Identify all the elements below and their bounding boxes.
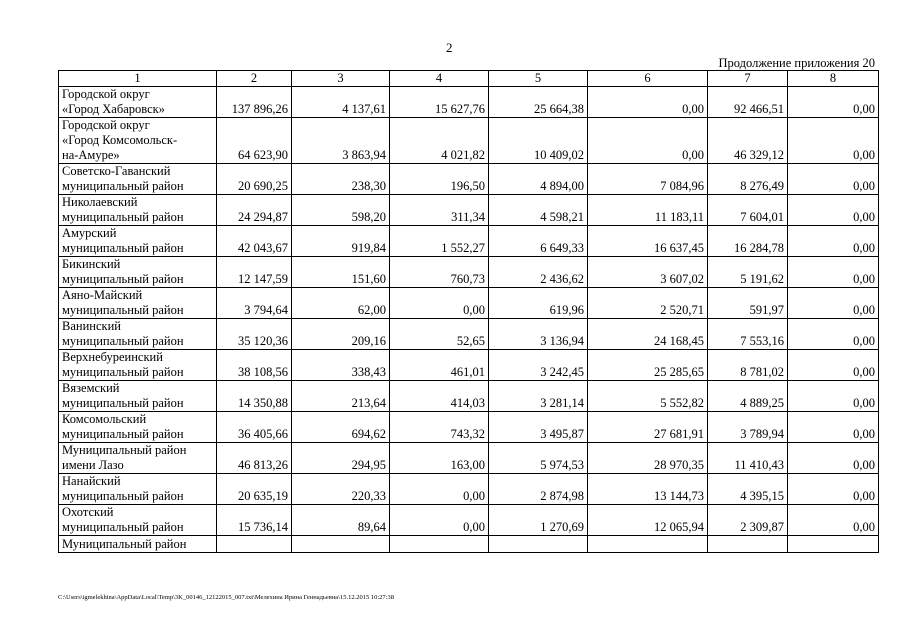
cell-value-col3: 209,16 (292, 319, 390, 350)
cell-value-col4: 760,73 (390, 257, 489, 288)
cell-value-col5: 619,96 (489, 288, 588, 319)
cell-value-col4: 414,03 (390, 381, 489, 412)
cell-value-col2 (217, 536, 292, 553)
cell-municipality: Ванинский муниципальный район (59, 319, 217, 350)
cell-value-col3: 151,60 (292, 257, 390, 288)
table-row (59, 443, 879, 474)
cell-value-col8: 0,00 (788, 350, 879, 381)
table-row (59, 226, 879, 257)
cell-value-col7: 3 789,94 (708, 412, 788, 443)
cell-value-col6: 2 520,71 (588, 288, 708, 319)
cell-value-col5: 4 894,00 (489, 164, 588, 195)
cell-value-col2: 46 813,26 (217, 443, 292, 474)
cell-value-col6: 7 084,96 (588, 164, 708, 195)
cell-value-col4 (390, 536, 489, 553)
cell-value-col2: 64 623,90 (217, 118, 292, 164)
cell-value-col5: 4 598,21 (489, 195, 588, 226)
cell-value-col4: 1 552,27 (390, 226, 489, 257)
cell-value-col3: 213,64 (292, 381, 390, 412)
cell-municipality: Городской округ «Город Комсомольск- на-Амуре» (59, 118, 217, 164)
cell-value-col3: 338,43 (292, 350, 390, 381)
cell-value-col6: 28 970,35 (588, 443, 708, 474)
table-row (59, 195, 879, 226)
cell-value-col2: 36 405,66 (217, 412, 292, 443)
continuation-note: Продолжение приложения 20 (718, 56, 875, 70)
cell-value-col5: 1 270,69 (489, 505, 588, 536)
cell-value-col4: 743,32 (390, 412, 489, 443)
cell-value-col2: 3 794,64 (217, 288, 292, 319)
cell-value-col8: 0,00 (788, 474, 879, 505)
cell-value-col8: 0,00 (788, 195, 879, 226)
cell-value-col8: 0,00 (788, 226, 879, 257)
cell-value-col5: 3 242,45 (489, 350, 588, 381)
cell-value-col3 (292, 536, 390, 553)
cell-value-col2: 12 147,59 (217, 257, 292, 288)
cell-value-col7: 92 466,51 (708, 87, 788, 118)
cell-value-col7: 591,97 (708, 288, 788, 319)
cell-municipality: Вяземский муниципальный район (59, 381, 217, 412)
table-row (59, 288, 879, 319)
cell-value-col4: 15 627,76 (390, 87, 489, 118)
cell-value-col6: 27 681,91 (588, 412, 708, 443)
cell-municipality: Николаевский муниципальный район (59, 195, 217, 226)
cell-value-col4: 0,00 (390, 288, 489, 319)
cell-value-col5: 6 649,33 (489, 226, 588, 257)
cell-value-col7: 8 781,02 (708, 350, 788, 381)
page-number: 2 (446, 40, 453, 55)
cell-value-col7: 7 604,01 (708, 195, 788, 226)
cell-value-col5: 3 495,87 (489, 412, 588, 443)
cell-value-col7: 8 276,49 (708, 164, 788, 195)
cell-value-col4: 311,34 (390, 195, 489, 226)
cell-value-col6: 25 285,65 (588, 350, 708, 381)
cell-value-col2: 24 294,87 (217, 195, 292, 226)
table-row (59, 87, 879, 118)
cell-value-col5: 3 136,94 (489, 319, 588, 350)
table-row (59, 350, 879, 381)
cell-value-col6: 24 168,45 (588, 319, 708, 350)
cell-value-col4: 0,00 (390, 474, 489, 505)
cell-value-col7 (708, 536, 788, 553)
table-row (59, 412, 879, 443)
cell-municipality: Бикинский муниципальный район (59, 257, 217, 288)
cell-value-col7: 2 309,87 (708, 505, 788, 536)
cell-value-col6: 0,00 (588, 118, 708, 164)
cell-value-col8: 0,00 (788, 257, 879, 288)
cell-value-col5: 3 281,14 (489, 381, 588, 412)
cell-value-col6: 11 183,11 (588, 195, 708, 226)
cell-value-col8 (788, 536, 879, 553)
cell-municipality: Муниципальный район имени Лазо (59, 443, 217, 474)
cell-value-col3: 919,84 (292, 226, 390, 257)
cell-value-col6 (588, 536, 708, 553)
cell-value-col7: 16 284,78 (708, 226, 788, 257)
cell-value-col2: 15 736,14 (217, 505, 292, 536)
cell-value-col5: 2 436,62 (489, 257, 588, 288)
cell-value-col2: 42 043,67 (217, 226, 292, 257)
column-header-5: 5 (489, 71, 588, 87)
cell-value-col4: 163,00 (390, 443, 489, 474)
cell-value-col3: 294,95 (292, 443, 390, 474)
cell-value-col7: 11 410,43 (708, 443, 788, 474)
table-row (59, 474, 879, 505)
cell-value-col2: 20 635,19 (217, 474, 292, 505)
cell-value-col8: 0,00 (788, 164, 879, 195)
cell-value-col3: 62,00 (292, 288, 390, 319)
column-header-7: 7 (708, 71, 788, 87)
cell-value-col3: 4 137,61 (292, 87, 390, 118)
column-header-6: 6 (588, 71, 708, 87)
cell-value-col6: 3 607,02 (588, 257, 708, 288)
cell-value-col5: 25 664,38 (489, 87, 588, 118)
cell-value-col2: 20 690,25 (217, 164, 292, 195)
cell-value-col3: 220,33 (292, 474, 390, 505)
table-row (59, 536, 879, 553)
cell-value-col7: 4 395,15 (708, 474, 788, 505)
cell-value-col8: 0,00 (788, 319, 879, 350)
column-header-3: 3 (292, 71, 390, 87)
cell-value-col3: 238,30 (292, 164, 390, 195)
cell-municipality: Муниципальный район (59, 536, 217, 553)
cell-value-col8: 0,00 (788, 87, 879, 118)
cell-municipality: Нанайский муниципальный район (59, 474, 217, 505)
table-row (59, 381, 879, 412)
cell-value-col2: 14 350,88 (217, 381, 292, 412)
cell-value-col3: 89,64 (292, 505, 390, 536)
cell-value-col2: 35 120,36 (217, 319, 292, 350)
cell-value-col7: 5 191,62 (708, 257, 788, 288)
cell-value-col6: 12 065,94 (588, 505, 708, 536)
cell-value-col7: 4 889,25 (708, 381, 788, 412)
cell-value-col6: 16 637,45 (588, 226, 708, 257)
table-row (59, 257, 879, 288)
cell-value-col5: 2 874,98 (489, 474, 588, 505)
data-table (58, 70, 879, 553)
cell-municipality: Аяно-Майский муниципальный район (59, 288, 217, 319)
cell-value-col8: 0,00 (788, 505, 879, 536)
cell-municipality: Городской округ «Город Хабаровск» (59, 87, 217, 118)
cell-value-col6: 0,00 (588, 87, 708, 118)
cell-value-col8: 0,00 (788, 288, 879, 319)
cell-municipality: Комсомольский муниципальный район (59, 412, 217, 443)
header-row (59, 71, 879, 87)
cell-value-col6: 13 144,73 (588, 474, 708, 505)
cell-value-col7: 7 553,16 (708, 319, 788, 350)
cell-value-col2: 137 896,26 (217, 87, 292, 118)
column-header-8: 8 (788, 71, 879, 87)
cell-value-col8: 0,00 (788, 443, 879, 474)
cell-value-col4: 0,00 (390, 505, 489, 536)
column-header-2: 2 (217, 71, 292, 87)
cell-municipality: Советско-Гаванский муниципальный район (59, 164, 217, 195)
cell-municipality: Амурский муниципальный район (59, 226, 217, 257)
cell-value-col8: 0,00 (788, 412, 879, 443)
cell-value-col4: 461,01 (390, 350, 489, 381)
cell-value-col3: 694,62 (292, 412, 390, 443)
table-row (59, 319, 879, 350)
column-header-1: 1 (59, 71, 217, 87)
cell-value-col7: 46 329,12 (708, 118, 788, 164)
cell-value-col3: 598,20 (292, 195, 390, 226)
cell-value-col5: 5 974,53 (489, 443, 588, 474)
cell-value-col6: 5 552,82 (588, 381, 708, 412)
cell-value-col3: 3 863,94 (292, 118, 390, 164)
cell-value-col5: 10 409,02 (489, 118, 588, 164)
cell-value-col4: 196,50 (390, 164, 489, 195)
cell-value-col8: 0,00 (788, 381, 879, 412)
cell-value-col5 (489, 536, 588, 553)
cell-value-col2: 38 108,56 (217, 350, 292, 381)
cell-value-col4: 4 021,82 (390, 118, 489, 164)
cell-municipality: Верхнебуреинский муниципальный район (59, 350, 217, 381)
column-header-4: 4 (390, 71, 489, 87)
table-row (59, 164, 879, 195)
footer-file-path: C:\Users\igmelekhina\AppData\Local\Temp\3K_00146_12122015_007.txt\Мелехина Ирина Геннадьевна\15.12.2015 10:27:38 (58, 594, 394, 601)
table-row (59, 118, 879, 164)
cell-value-col8: 0,00 (788, 118, 879, 164)
cell-value-col4: 52,65 (390, 319, 489, 350)
table-row (59, 505, 879, 536)
cell-municipality: Охотский муниципальный район (59, 505, 217, 536)
